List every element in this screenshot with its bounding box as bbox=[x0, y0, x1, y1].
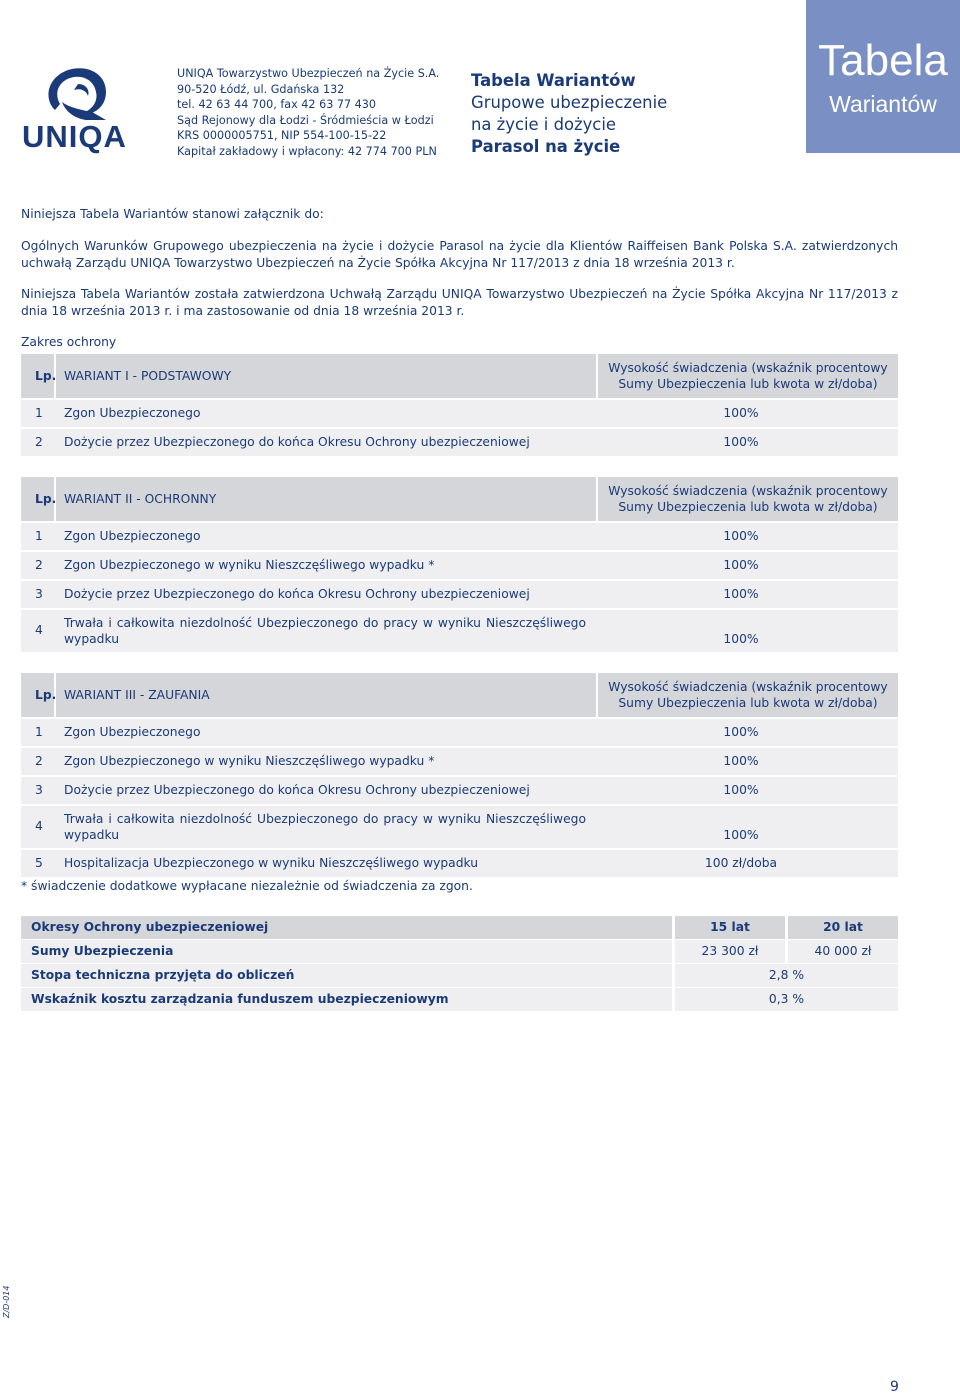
company-court: Sąd Rejonowy dla Łodzi - Śródmieścia w Łodzi bbox=[177, 113, 434, 127]
variant-title: WARIANT I - PODSTAWOWY bbox=[64, 369, 232, 383]
cost-value: 0,3 % bbox=[675, 988, 898, 1011]
row-description: Zgon Ubezpieczonego w wyniku Nieszczęśliwego wypadku * bbox=[64, 754, 435, 768]
row-value: 100% bbox=[723, 632, 759, 646]
row-description: Zgon Ubezpieczonego bbox=[64, 529, 201, 543]
variant-table-header bbox=[21, 673, 898, 717]
row-number: 2 bbox=[35, 754, 43, 768]
table-row bbox=[21, 400, 898, 427]
company-capital: Kapitał zakładowy i wpłacony: 42 774 700 PLN bbox=[177, 144, 437, 158]
table-row bbox=[21, 719, 898, 746]
row-number: 4 bbox=[35, 819, 43, 833]
row-description: Dożycie przez Ubezpieczonego do końca Okresu Ochrony ubezpieczeniowej bbox=[64, 435, 530, 449]
row-description: Dożycie przez Ubezpieczonego do końca Okresu Ochrony ubezpieczeniowej bbox=[64, 783, 530, 797]
document-title bbox=[471, 70, 667, 158]
intro-paragraph-3: Niniejsza Tabela Wariantów została zatwierdzona Uchwałą Zarządu UNIQA Towarzystwo Ubezpieczeń na Życie Spółka Akcyjna Nr 117/2013 z dnia 18 września 2013 r. i ma zastosowanie od dnia 18 września 2013 r. bbox=[21, 287, 898, 318]
cost-label: Wskaźnik kosztu zarządzania funduszem ubezpieczeniowym bbox=[21, 988, 672, 1011]
sums-label: Sumy Ubezpieczenia bbox=[21, 940, 672, 963]
row-value: 100% bbox=[723, 406, 759, 420]
document-title-main: Tabela Wariantów bbox=[471, 71, 636, 90]
row-value: 100% bbox=[723, 435, 759, 449]
document-code: Z/D-014 bbox=[2, 1285, 11, 1318]
row-value: 100% bbox=[723, 783, 759, 797]
row-description: Zgon Ubezpieczonego bbox=[64, 725, 201, 739]
benefit-header: Wysokość świadczenia (wskaźnik procentowy Sumy Ubezpieczenia lub kwota w zł/doba) bbox=[608, 680, 888, 710]
row-number: 1 bbox=[35, 406, 43, 420]
row-number: 3 bbox=[35, 783, 43, 797]
logo-wordmark: UNIQA bbox=[22, 119, 127, 154]
badge-line2: Wariantów bbox=[829, 91, 937, 117]
rate-value: 2,8 % bbox=[675, 964, 898, 987]
row-value: 100% bbox=[723, 587, 759, 601]
row-value: 100% bbox=[723, 529, 759, 543]
sum-15: 23 300 zł bbox=[675, 940, 785, 963]
variant-title: WARIANT II - OCHRONNY bbox=[64, 492, 217, 506]
uniqa-logo bbox=[22, 66, 134, 156]
row-description: Dożycie przez Ubezpieczonego do końca Okresu Ochrony ubezpieczeniowej bbox=[64, 587, 530, 601]
lp-header: Lp. bbox=[35, 688, 57, 702]
footnote: * świadczenie dodatkowe wypłacane niezależnie od świadczenia za zgon. bbox=[21, 879, 473, 893]
row-description: Zgon Ubezpieczonego bbox=[64, 406, 201, 420]
table-row bbox=[21, 610, 898, 652]
table-row bbox=[21, 581, 898, 608]
table-row bbox=[21, 748, 898, 775]
variant-table-header bbox=[21, 354, 898, 398]
row-description: Trwała i całkowita niezdolność Ubezpieczonego do pracy w wyniku Nieszczęśliwego wypadku bbox=[64, 812, 586, 842]
period-20: 20 lat bbox=[788, 916, 898, 939]
lp-header: Lp. bbox=[35, 492, 57, 506]
row-number: 1 bbox=[35, 529, 43, 543]
variant-title: WARIANT III - ZAUFANIA bbox=[64, 688, 210, 702]
table-row bbox=[21, 850, 898, 877]
row-value: 100% bbox=[723, 754, 759, 768]
company-krs: KRS 0000005751, NIP 554-100-15-22 bbox=[177, 129, 387, 143]
company-address: 90-520 Łódź, ul. Gdańska 132 bbox=[177, 82, 345, 96]
table-row bbox=[21, 777, 898, 804]
row-number: 2 bbox=[35, 435, 43, 449]
badge-line1: Tabela bbox=[818, 36, 948, 85]
row-value: 100% bbox=[723, 828, 759, 842]
company-phone: tel. 42 63 44 700, fax 42 63 77 430 bbox=[177, 98, 377, 112]
scope-heading: Zakres ochrony bbox=[21, 335, 117, 349]
periods-label: Okresy Ochrony ubezpieczeniowej bbox=[21, 916, 672, 939]
row-number: 4 bbox=[35, 623, 43, 637]
row-description: Trwała i całkowita niezdolność Ubezpieczonego do pracy w wyniku Nieszczęśliwego wypadku bbox=[64, 616, 586, 646]
period-15: 15 lat bbox=[675, 916, 785, 939]
variant-table-header bbox=[21, 477, 898, 521]
row-description: Hospitalizacja Ubezpieczonego w wyniku Nieszczęśliwego wypadku bbox=[64, 856, 479, 870]
lp-header: Lp. bbox=[35, 369, 57, 383]
row-description: Zgon Ubezpieczonego w wyniku Nieszczęśliwego wypadku * bbox=[64, 558, 435, 572]
benefit-header: Wysokość świadczenia (wskaźnik procentowy Sumy Ubezpieczenia lub kwota w zł/doba) bbox=[608, 484, 888, 514]
row-value: 100 zł/doba bbox=[704, 856, 778, 870]
intro-paragraph-1: Niniejsza Tabela Wariantów stanowi załącznik do: bbox=[21, 207, 324, 221]
row-value: 100% bbox=[723, 725, 759, 739]
rate-label: Stopa techniczna przyjęta do obliczeń bbox=[21, 964, 672, 987]
document-title-line2: Grupowe ubezpieczenie bbox=[471, 93, 668, 112]
page-number: 9 bbox=[890, 1379, 899, 1395]
document-title-line3: na życie i dożycie bbox=[471, 115, 616, 134]
row-value: 100% bbox=[723, 558, 759, 572]
row-number: 3 bbox=[35, 587, 43, 601]
title-badge bbox=[806, 0, 960, 153]
company-name: UNIQA Towarzystwo Ubezpieczeń na Życie S.A. bbox=[177, 67, 440, 80]
row-number: 2 bbox=[35, 558, 43, 572]
sum-20: 40 000 zł bbox=[788, 940, 898, 963]
document-title-product: Parasol na życie bbox=[471, 137, 621, 156]
company-info bbox=[177, 66, 439, 160]
table-row bbox=[21, 552, 898, 579]
benefit-header: Wysokość świadczenia (wskaźnik procentowy Sumy Ubezpieczenia lub kwota w zł/doba) bbox=[608, 361, 888, 391]
intro-paragraph-2: Ogólnych Warunków Grupowego ubezpieczenia na życie i dożycie Parasol na życie dla Klientów Raiffeisen Bank Polska S.A. zatwierdzonych uchwałą Zarządu UNIQA Towarzystwo Ubezpieczeń na Życie Spółka Akcyjna Nr 117/2013 z dnia 18 września 2013 r. bbox=[21, 239, 898, 270]
table-row bbox=[21, 523, 898, 550]
row-number: 5 bbox=[35, 856, 43, 870]
table-row bbox=[21, 806, 898, 848]
row-number: 1 bbox=[35, 725, 43, 739]
table-row bbox=[21, 429, 898, 456]
